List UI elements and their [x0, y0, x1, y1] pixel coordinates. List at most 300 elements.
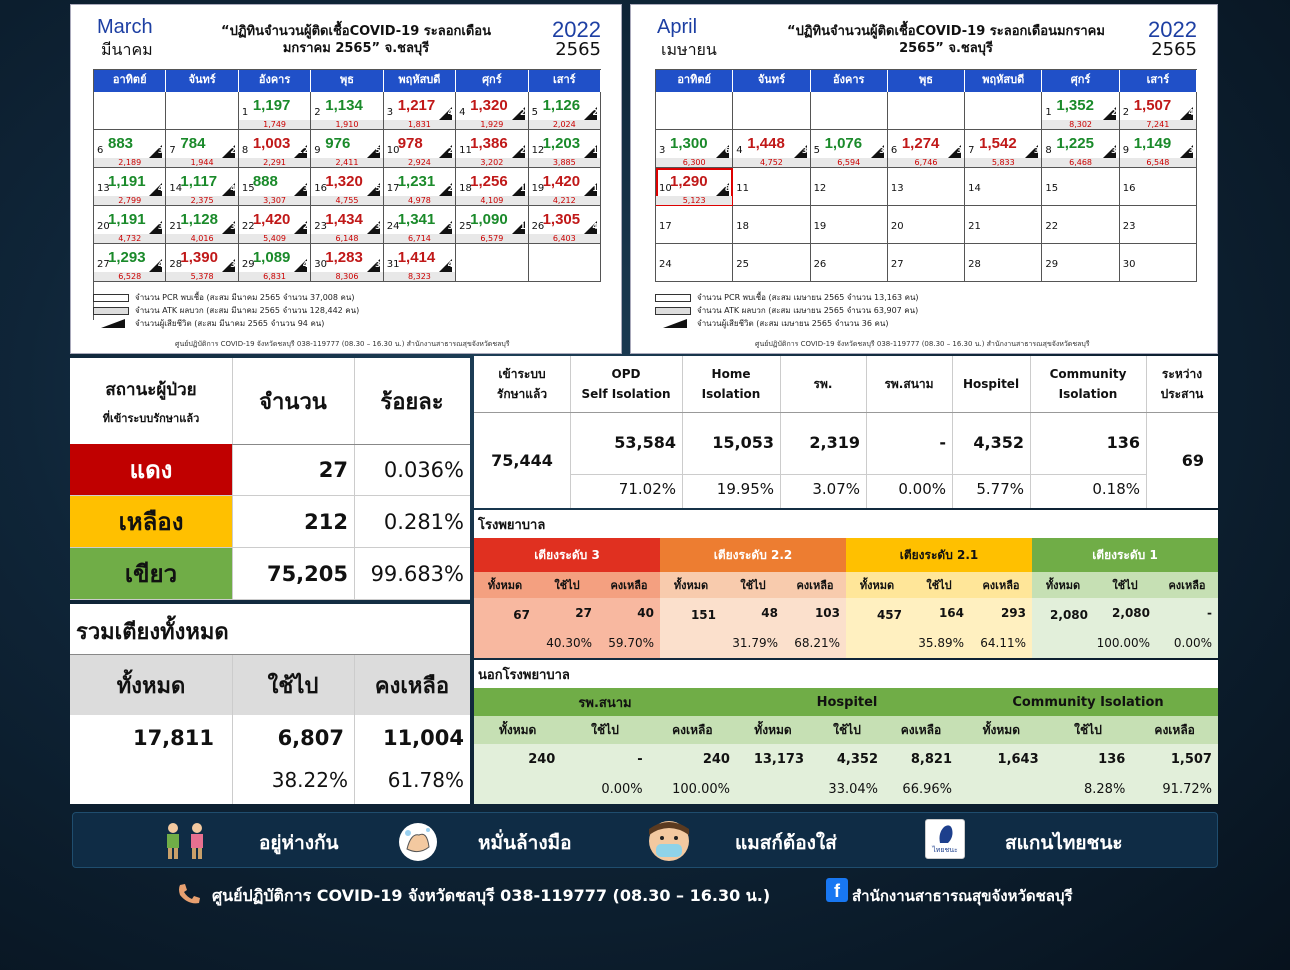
system-pct: 0.00% — [898, 480, 946, 498]
system-value: 15,053 — [712, 432, 774, 452]
pcr-count: 1,414 — [397, 249, 436, 266]
day-header: พุธ — [311, 70, 383, 92]
level-col-header: ใช้ไป — [536, 572, 598, 598]
day-number: 20 — [890, 221, 904, 232]
level-used: 2,080 — [1094, 598, 1156, 628]
calendar-cell — [311, 130, 383, 168]
status-header-subtitle: ที่เข้าระบบรักษาแล้ว — [102, 411, 200, 425]
pcr-count: 1,076 — [824, 135, 863, 152]
death-count: 4 — [592, 222, 598, 231]
death-count: 2 — [519, 108, 526, 117]
system-header-line2: Isolation — [701, 387, 761, 401]
pcr-count: 1,320 — [470, 97, 508, 114]
day-number: 6 — [97, 145, 104, 156]
day-number: 28 — [968, 259, 981, 270]
level-name: เตียงระดับ 2.1 — [846, 538, 1032, 572]
day-header: อังคาร — [239, 70, 311, 92]
calendar-cell — [656, 168, 733, 206]
death-count: 3 — [302, 184, 309, 193]
day-number: 29 — [1045, 259, 1059, 270]
pcr-count: 1,507 — [1133, 97, 1172, 114]
outside-remain-pct: 66.96% — [884, 774, 958, 804]
distancing-icon — [161, 821, 209, 861]
day-header: พุธ — [888, 70, 965, 92]
atk-count: 6,579 — [456, 234, 527, 243]
day-header: พฤหัสบดี — [384, 70, 456, 92]
day-number: 9 — [1122, 145, 1130, 156]
death-count: 3 — [879, 146, 885, 155]
calendar-cell — [94, 168, 166, 206]
pcr-count: 1,420 — [542, 173, 581, 190]
atk-count: 4,732 — [94, 234, 165, 243]
legend-atk: จำนวน ATK ผลบวก (สะสม มีนาคม 2565 จำนวน 128,442 คน) — [135, 306, 360, 315]
day-number: 12 — [813, 183, 827, 194]
day-number: 31 — [386, 259, 400, 270]
death-count: 1 — [592, 184, 598, 193]
atk-count: 2,411 — [311, 158, 382, 167]
level-used-pct: 31.79% — [722, 628, 784, 658]
calendar-cell — [311, 168, 383, 206]
calendar-cell — [811, 206, 888, 244]
handwash-icon — [397, 821, 439, 863]
thaichana-logo-text: ไทยชนะ — [932, 846, 958, 854]
level-remain: 103 — [784, 598, 846, 628]
treatment-system-table — [474, 356, 1218, 508]
death-count: 3 — [956, 146, 963, 155]
level-remain-pct: 59.70% — [598, 628, 660, 658]
death-count: 2 — [230, 146, 236, 155]
outside-used-pct: 8.28% — [1045, 774, 1132, 804]
calendar-cell — [656, 244, 733, 282]
calendar-cell — [239, 206, 311, 244]
level-col-header: ใช้ไป — [908, 572, 970, 598]
pcr-count: 1,134 — [325, 97, 363, 114]
calendar-cell — [456, 130, 528, 168]
outside-col-header: ใช้ไป — [561, 716, 648, 744]
calendar-cell — [733, 92, 810, 130]
pcr-count: 1,231 — [397, 173, 436, 190]
death-count: 4 — [447, 108, 454, 117]
atk-count: 5,123 — [656, 196, 732, 205]
phone-icon — [176, 882, 202, 906]
day-number: 1 — [1045, 107, 1052, 118]
day-number: 29 — [241, 259, 255, 270]
divider — [70, 599, 470, 600]
day-number: 4 — [459, 107, 466, 118]
outside-col-header: ทั้งหมด — [474, 716, 561, 744]
pcr-count: 1,448 — [747, 135, 785, 152]
atk-count: 6,468 — [1042, 158, 1118, 167]
outside-remain-pct: 91.72% — [1131, 774, 1218, 804]
level-used-pct: 40.30% — [536, 628, 598, 658]
beds-header-total: ทั้งหมด — [70, 655, 232, 715]
divider — [474, 412, 1218, 413]
system-pct: 71.02% — [618, 480, 676, 498]
calendar-cell — [311, 206, 383, 244]
calendar-year-en: 2022 — [1148, 17, 1197, 42]
calendar-cell — [888, 244, 965, 282]
day-header: อังคาร — [811, 70, 888, 92]
calendar-cell — [529, 130, 601, 168]
day-number: 24 — [386, 221, 400, 232]
pcr-count: 1,305 — [542, 211, 581, 228]
calendar-cell — [529, 206, 601, 244]
death-count: 1 — [592, 146, 598, 155]
atk-count: 4,752 — [733, 158, 809, 167]
atk-count: 3,202 — [456, 158, 527, 167]
day-number: 21 — [169, 221, 183, 232]
calendar-cell — [239, 168, 311, 206]
calendar-cell — [94, 206, 166, 244]
system-header-line1: Hospitel — [962, 377, 1020, 391]
calendar-march — [70, 4, 622, 354]
pcr-count: 1,434 — [325, 211, 363, 228]
legend-death-swatch — [663, 319, 687, 328]
atk-count: 1,749 — [239, 120, 310, 129]
calendar-cell — [811, 130, 888, 168]
day-number: 23 — [314, 221, 328, 232]
atk-count: 8,323 — [384, 272, 455, 281]
legend-death-swatch — [101, 319, 125, 328]
legend-death: จำนวนผู้เสียชีวิต (สะสม มีนาคม 2565 จำนวน 94 คน) — [135, 319, 325, 328]
death-count: 4 — [157, 260, 164, 269]
calendar-footer: ศูนย์ปฏิบัติการ COVID-19 จังหวัดชลบุรี 038-119777 (08.30 – 16.30 น.) สำนักงานสาธารณสุขจังหวัดชลบุรี — [755, 340, 1090, 348]
status-header-pct: ร้อยละ — [380, 389, 444, 415]
atk-count: 2,375 — [166, 196, 237, 205]
day-number: 16 — [1122, 183, 1136, 194]
thaichana-mark-icon — [936, 823, 956, 845]
level-used: 27 — [536, 598, 598, 628]
calendar-year-th: 2565 — [1151, 39, 1197, 60]
outside-used: 4,352 — [810, 744, 884, 774]
calendar-month-en: April — [657, 16, 698, 38]
day-number: 17 — [659, 221, 672, 232]
day-number: 22 — [1045, 221, 1059, 232]
level-col-header: ทั้งหมด — [474, 572, 536, 598]
pcr-count: 1,003 — [252, 135, 291, 152]
pcr-count: 883 — [108, 135, 134, 152]
calendar-cell — [656, 130, 733, 168]
death-count: 12 — [297, 146, 309, 155]
patient-status-table — [70, 358, 470, 600]
level-total: 151 — [660, 598, 722, 658]
day-number: 2 — [314, 107, 321, 118]
legend-death: จำนวนผู้เสียชีวิต (สะสม เมษายน 2565 จำนวน 36 คน) — [697, 319, 889, 328]
total-beds-table — [70, 604, 470, 804]
pcr-count: 1,341 — [397, 211, 436, 228]
day-number: 18 — [736, 221, 750, 232]
outside-total: 13,173 — [736, 744, 810, 804]
calendar-april — [630, 4, 1218, 354]
atk-count: 8,306 — [311, 272, 382, 281]
death-count: 5 — [375, 184, 381, 193]
pcr-count: 1,386 — [470, 135, 508, 152]
pcr-count: 1,390 — [180, 249, 218, 266]
calendar-cell — [384, 130, 456, 168]
level-col-header: คงเหลือ — [970, 572, 1032, 598]
day-number: 28 — [169, 259, 183, 270]
atk-count: 6,528 — [94, 272, 165, 281]
death-count: 3 — [230, 222, 236, 231]
pcr-count: 976 — [325, 135, 351, 152]
calendar-cell — [239, 130, 311, 168]
death-count: 3 — [1111, 146, 1117, 155]
day-number: 22 — [241, 221, 255, 232]
day-number: 18 — [459, 183, 472, 194]
calendar-cell — [529, 168, 601, 206]
death-count: 3 — [447, 222, 454, 231]
day-number: 13 — [97, 183, 110, 194]
calendar-cell — [1120, 92, 1197, 130]
status-pct: 0.281% — [383, 509, 464, 534]
calendar-footer: ศูนย์ปฏิบัติการ COVID-19 จังหวัดชลบุรี 038-119777 (08.30 – 16.30 น.) สำนักงานสาธารณสุขจังหวัดชลบุรี — [175, 340, 510, 348]
pcr-count: 1,191 — [108, 173, 146, 190]
pcr-count: 1,191 — [108, 211, 146, 228]
legend-pcr: จำนวน PCR พบเชื้อ (สะสม มีนาคม 2565 จำนวน 37,008 คน) — [135, 293, 355, 302]
day-number: 14 — [169, 183, 183, 194]
calendar-cell — [888, 92, 965, 130]
system-value: 53,584 — [614, 432, 676, 452]
system-value: - — [939, 432, 946, 452]
atk-count: 3,307 — [239, 196, 310, 205]
pcr-count: 1,352 — [1056, 97, 1094, 114]
status-count: 75,205 — [266, 561, 348, 586]
death-count: 6 — [724, 146, 731, 155]
calendar-cell — [166, 168, 238, 206]
death-count: 8 — [724, 184, 731, 193]
day-number: 17 — [386, 183, 400, 194]
death-count: 5 — [375, 146, 381, 155]
day-header: เสาร์ — [529, 70, 601, 92]
level-total: 67 — [474, 598, 536, 658]
status-pct: 0.036% — [383, 457, 464, 482]
measure-scan: สแกนไทยชนะ — [1005, 832, 1123, 854]
pcr-count: 1,117 — [180, 173, 218, 190]
calendar-legend — [655, 291, 919, 330]
calendar-cell — [384, 206, 456, 244]
thaichana-logo-icon — [925, 819, 965, 859]
day-number: 10 — [386, 145, 400, 156]
death-count: 3 — [230, 260, 236, 269]
facebook-icon: f — [826, 878, 848, 902]
day-number: 19 — [813, 221, 827, 232]
atk-count: 6,831 — [239, 272, 310, 281]
death-count: 1 — [519, 184, 526, 193]
pcr-count: 1,197 — [252, 97, 291, 114]
level-col-header: คงเหลือ — [1156, 572, 1218, 598]
day-number: 7 — [169, 145, 176, 156]
system-pct: 5.77% — [976, 480, 1024, 498]
calendar-cell — [1042, 130, 1119, 168]
calendar-cell — [94, 92, 166, 130]
outside-col-header: ใช้ไป — [1045, 716, 1132, 744]
level-col-header: ทั้งหมด — [846, 572, 908, 598]
system-header-line1: Home — [711, 367, 751, 381]
calendar-month-th: เมษายน — [661, 40, 717, 59]
level-col-header: ทั้งหมด — [1032, 572, 1094, 598]
calendar-cell — [888, 168, 965, 206]
atk-count: 1,831 — [384, 120, 455, 129]
day-number: 25 — [736, 259, 750, 270]
day-number: 10 — [659, 183, 672, 194]
level-total: 457 — [846, 598, 908, 658]
death-count: 2 — [1111, 108, 1117, 117]
atk-count: 6,594 — [811, 158, 887, 167]
calendar-cell — [239, 92, 311, 130]
atk-count: 6,403 — [529, 234, 600, 243]
beds-total-value: 17,811 — [132, 726, 214, 750]
status-header-label — [70, 358, 232, 444]
atk-count: 3,885 — [529, 158, 600, 167]
pcr-count: 1,217 — [397, 97, 436, 114]
level-col-header: คงเหลือ — [784, 572, 846, 598]
death-count: 2 — [302, 222, 309, 231]
outside-col-header: คงเหลือ — [1131, 716, 1218, 744]
day-number: 13 — [890, 183, 904, 194]
death-count: 3 — [801, 146, 808, 155]
level-remain: - — [1156, 598, 1218, 628]
day-header: อาทิตย์ — [94, 70, 166, 92]
day-number: 30 — [314, 259, 328, 270]
beds-remain-value: 11,004 — [382, 726, 464, 750]
system-header-line2: Isolation — [1058, 387, 1118, 401]
status-header-count: จำนวน — [259, 389, 327, 415]
system-header-line1: OPD — [611, 367, 641, 381]
day-number: 8 — [1045, 145, 1052, 156]
day-header: พฤหัสบดี — [965, 70, 1042, 92]
pcr-count: 888 — [252, 173, 278, 190]
system-header-line2: ประสาน — [1160, 387, 1204, 401]
pcr-count: 1,320 — [325, 173, 363, 190]
day-number: 4 — [736, 145, 743, 156]
calendar-cell — [1120, 244, 1197, 282]
death-count: 3 — [375, 222, 381, 231]
atk-count: 2,924 — [384, 158, 455, 167]
status-count: 27 — [318, 457, 348, 482]
death-count: 3 — [1033, 146, 1040, 155]
calendar-year-th: 2565 — [555, 39, 601, 60]
level-used: 48 — [722, 598, 784, 628]
pcr-count: 1,126 — [542, 97, 581, 114]
day-number: 21 — [968, 221, 981, 232]
legend-atk-swatch — [93, 307, 129, 315]
calendar-cell — [529, 244, 601, 282]
day-number: 3 — [386, 107, 394, 118]
system-pct: 3.07% — [812, 480, 860, 498]
outside-used-pct: 0.00% — [561, 774, 648, 804]
calendar-cell — [94, 244, 166, 282]
outside-col-header: คงเหลือ — [884, 716, 958, 744]
day-number: 5 — [813, 145, 820, 156]
pcr-count: 1,128 — [180, 211, 218, 228]
outside-used-pct: 33.04% — [810, 774, 884, 804]
outside-used: - — [561, 744, 648, 774]
beds-header-remain: คงเหลือ — [354, 655, 470, 715]
level-remain: 40 — [598, 598, 660, 628]
day-number: 11 — [736, 183, 750, 194]
calendar-cell — [239, 244, 311, 282]
day-number: 20 — [97, 221, 110, 232]
legend-atk-swatch — [655, 307, 691, 315]
pcr-count: 1,300 — [670, 135, 708, 152]
face-mask-icon — [647, 819, 691, 863]
level-remain-pct: 0.00% — [1156, 628, 1218, 658]
day-number: 9 — [314, 145, 321, 156]
system-header-line2: Self Isolation — [581, 387, 671, 401]
outside-total: 240 — [474, 744, 561, 804]
system-header-line1: เข้าระบบ — [498, 367, 546, 381]
pcr-count: 1,089 — [252, 249, 291, 266]
system-header — [1030, 356, 1146, 412]
day-number: 1 — [241, 107, 249, 118]
contact-facebook: สำนักงานสาธารณสุขจังหวัดชลบุรี — [852, 887, 1073, 905]
day-number: 5 — [531, 107, 538, 118]
system-header — [570, 356, 682, 412]
atk-count: 2,189 — [94, 158, 165, 167]
day-number: 6 — [890, 145, 898, 156]
system-pct: 0.18% — [1092, 480, 1140, 498]
legend-atk: จำนวน ATK ผลบวก (สะสม เมษายน 2565 จำนวน 63,907 คน) — [697, 306, 919, 315]
calendar-cell — [1120, 130, 1197, 168]
system-value: 2,319 — [809, 432, 860, 452]
death-count: 4 — [157, 184, 164, 193]
system-pct: 19.95% — [716, 480, 774, 498]
atk-count: 8,302 — [1042, 120, 1118, 129]
day-number: 7 — [968, 145, 975, 156]
system-header-line1: ระหว่าง — [1161, 367, 1203, 381]
level-used-pct: 35.89% — [908, 628, 970, 658]
status-header-title: สถานะผู้ป่วย — [105, 379, 197, 400]
outside-remain: 240 — [649, 744, 736, 774]
day-number: 19 — [531, 183, 545, 194]
system-header — [866, 356, 952, 412]
atk-count: 6,746 — [888, 158, 964, 167]
calendar-cell — [456, 168, 528, 206]
outside-remain: 8,821 — [884, 744, 958, 774]
status-label: เขียว — [70, 548, 232, 599]
calendar-cell — [888, 130, 965, 168]
calendar-cell — [456, 244, 528, 282]
system-header-line1: รพ. — [813, 377, 833, 391]
day-number: 15 — [1045, 183, 1059, 194]
hospital-label: โรงพยาบาล — [478, 518, 546, 533]
level-remain-pct: 64.11% — [970, 628, 1032, 658]
status-pct: 99.683% — [370, 561, 464, 586]
calendar-cell — [529, 92, 601, 130]
system-pending-value: 69 — [1181, 450, 1204, 470]
calendar-legend — [93, 291, 359, 330]
level-name: เตียงระดับ 2.2 — [660, 538, 846, 572]
atk-count: 5,833 — [965, 158, 1041, 167]
calendar-cell — [166, 206, 238, 244]
pcr-count: 784 — [180, 135, 206, 152]
pcr-count: 1,203 — [542, 135, 581, 152]
level-name: เตียงระดับ 3 — [474, 538, 660, 572]
death-count: 1 — [519, 222, 526, 231]
calendar-cell — [456, 206, 528, 244]
beds-header-used: ใช้ไป — [232, 655, 354, 715]
contact-phone: ศูนย์ปฏิบัติการ COVID-19 จังหวัดชลบุรี 038-119777 (08.30 – 16.30 น.) — [212, 886, 771, 905]
system-header — [780, 356, 866, 412]
day-number: 15 — [241, 183, 255, 194]
day-header: ศุกร์ — [1042, 70, 1119, 92]
calendar-cell — [1042, 206, 1119, 244]
level-remain: 293 — [970, 598, 1032, 628]
pcr-count: 1,542 — [979, 135, 1017, 152]
system-header — [952, 356, 1030, 412]
system-header-line2: รักษาแล้ว — [496, 387, 548, 401]
outside-col-header: ทั้งหมด — [736, 716, 810, 744]
